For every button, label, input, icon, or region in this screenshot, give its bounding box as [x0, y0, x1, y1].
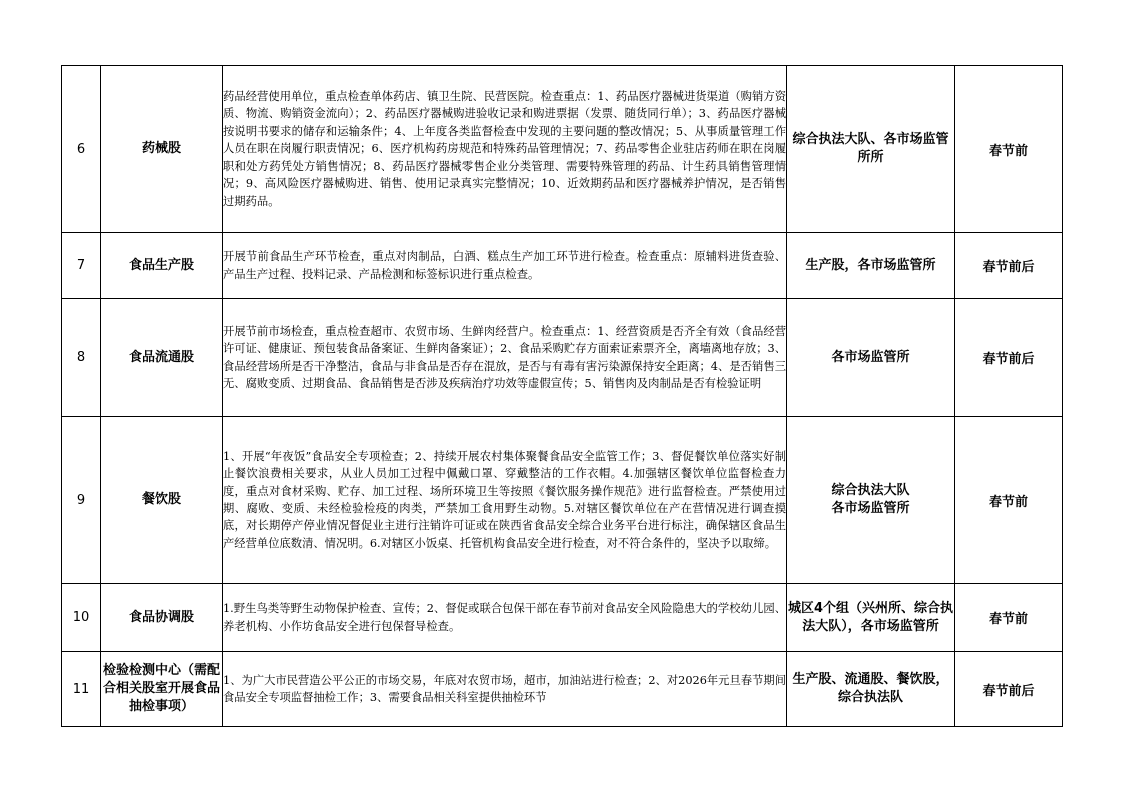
inspection-task-table — [61, 65, 1063, 727]
table-row — [62, 233, 1063, 299]
row-number: 7 — [62, 233, 101, 299]
department-cell: 食品生产股 — [101, 233, 223, 299]
inspection-content-cell: 开展节前市场检查，重点检查超市、农贸市场、生鲜肉经营户。检查重点：1、经营资质是否齐全有效（食品经营许可证、健康证、预包装食品备案证、生鲜肉备案证）；2、食品采购贮存方面索证索票齐全，离墙离地存放；3、食品经营场所是否干净整洁，食品与非食品是否存在混放，是否与有毒有害污染源保持安全距离；4、是否销售三无、腐败变质、过期食品、食品销售是否涉及疾病治疗功效等虚假宣传；5、销售肉及肉制品是否有检验证明 — [223, 299, 787, 417]
department-cell: 食品协调股 — [101, 584, 223, 652]
time-cell: 春节前 — [955, 417, 1063, 584]
department-cell: 食品流通股 — [101, 299, 223, 417]
department-cell: 检验检测中心（需配合相关股室开展食品抽检事项） — [101, 652, 223, 727]
inspection-content-cell: 1.野生鸟类等野生动物保护检查、宣传；2、督促或联合包保干部在春节前对食品安全风险隐患大的学校幼儿园、养老机构、小作坊食品安全进行包保督导检查。 — [223, 584, 787, 652]
inspection-content-cell: 1、开展“年夜饭”食品安全专项检查；2、持续开展农村集体聚餐食品安全监管工作；3、督促餐饮单位落实好制止餐饮浪费相关要求，从业人员加工过程中佩戴口罩、穿戴整洁的工作衣帽。4.加强辖区餐饮单位监督检查力度，重点对食材采购、贮存、加工过程、场所环境卫生等按照《餐饮服务操作规范》进行监督检查。严禁使用过期、腐败、变质、未经检验检疫的肉类，严禁加工食用野生动物。5.对辖区餐饮单位在产在营情况进行调查摸底，对长期停产停业情况督促业主进行注销许可证或在陕西省食品安全综合业务平台进行标注，确保辖区食品生产经营单位底数清、情况明。6.对辖区小饭桌、托管机构食品安全进行检查，对不符合条件的，坚决予以取缔。 — [223, 417, 787, 584]
responsible-unit-line: 各市场监管所 — [831, 501, 910, 516]
inspection-content-cell: 开展节前食品生产环节检查，重点对肉制品，白酒、糕点生产加工环节进行检查。检查重点：原辅料进货查验、产品生产过程、投料记录、产品检测和标签标识进行重点检查。 — [223, 233, 787, 299]
row-number: 8 — [62, 299, 101, 417]
responsible-unit-cell: 城区4个组（兴州所、综合执法大队），各市场监管所 — [787, 584, 955, 652]
inspection-content-cell: 药品经营使用单位，重点检查单体药店、镇卫生院、民营医院。检查重点：1、药品医疗器械进货渠道（购销方资质、物流、购销资金流向）；2、药品医疗器械购进验收记录和购进票据（发票、随货同行单）；3、药品医疗器械按说明书要求的储存和运输条件；4、上年度各类监督检查中发现的主要问题的整改情况；5、从事质量管理工作人员在职在岗履行职责情况；6、医疗机构药房规范和特殊药品管理情况；7、药品零售企业驻店药师在职在岗履职和处方药凭处方销售情况；8、药品医疗器械零售企业分类管理、需要特殊管理的药品、计生药具销售管理情况；9、高风险医疗器械购进、销售、使用记录真实完整情况；10、近效期药品和医疗器械养护情况，是否销售过期药品。 — [223, 66, 787, 233]
table-row — [62, 417, 1063, 584]
table-row — [62, 299, 1063, 417]
table-row — [62, 652, 1063, 727]
time-cell: 春节前 — [955, 66, 1063, 233]
row-number: 11 — [62, 652, 101, 727]
task-table-page — [61, 65, 1062, 727]
time-cell: 春节前后 — [955, 299, 1063, 417]
responsible-unit-cell — [787, 417, 955, 584]
responsible-unit-cell: 生产股，各市场监管所 — [787, 233, 955, 299]
responsible-unit-cell: 综合执法大队、各市场监管所所 — [787, 66, 955, 233]
row-number: 9 — [62, 417, 101, 584]
table-row — [62, 584, 1063, 652]
inspection-content-cell: 1、为广大市民营造公平公正的市场交易，年底对农贸市场，超市，加油站进行检查；2、对2026年元旦春节期间食品安全专项监督抽检工作；3、需要食品相关科室提供抽检环节 — [223, 652, 787, 727]
department-cell: 药械股 — [101, 66, 223, 233]
table-row — [62, 66, 1063, 233]
department-cell: 餐饮股 — [101, 417, 223, 584]
responsible-unit-cell: 生产股、流通股、餐饮股，综合执法队 — [787, 652, 955, 727]
row-number: 10 — [62, 584, 101, 652]
time-cell: 春节前 — [955, 584, 1063, 652]
time-cell: 春节前后 — [955, 652, 1063, 727]
responsible-unit-line: 综合执法大队 — [831, 483, 910, 498]
row-number: 6 — [62, 66, 101, 233]
time-cell: 春节前后 — [955, 233, 1063, 299]
responsible-unit-cell: 各市场监管所 — [787, 299, 955, 417]
